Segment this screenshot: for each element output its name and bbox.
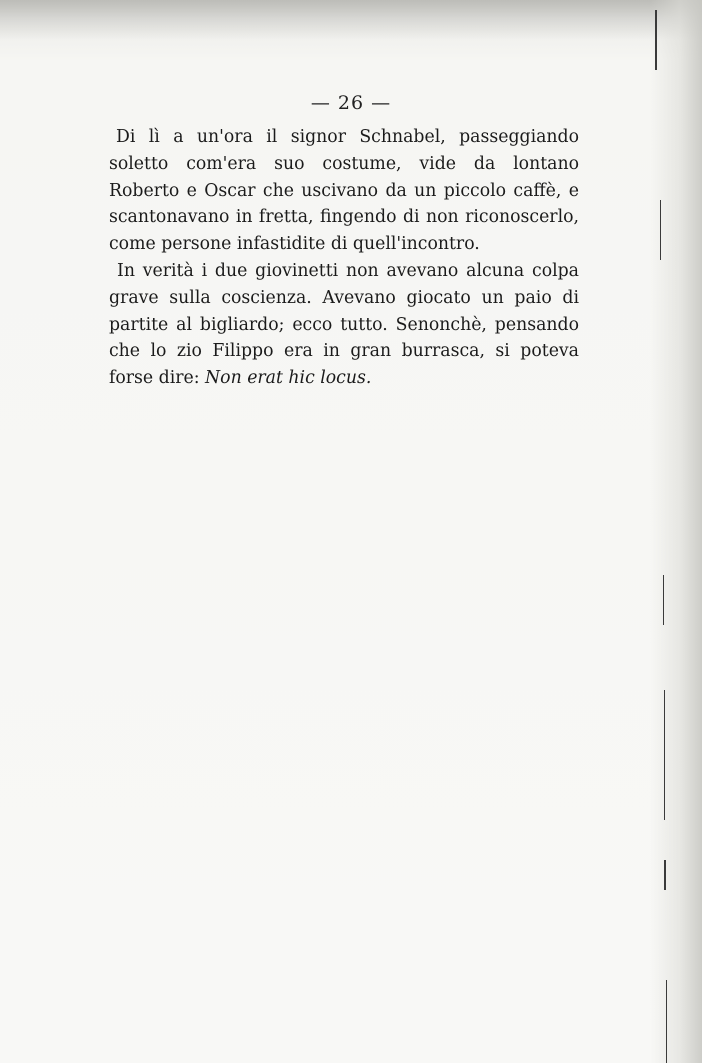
body-text — [109, 124, 579, 392]
scan-top-shadow — [0, 0, 702, 40]
paragraph-1: Di lì a un'ora il signor Schnabel, passeggiando soletto com'era suo costume, vide da lontano Roberto e Oscar che uscivano da un piccolo caffè, e scantonavano in fretta, fingendo di non riconoscerlo, come persone infastidite di quell'incontro. — [109, 127, 579, 255]
binding-edge-mark — [655, 10, 657, 70]
paragraph-2 — [109, 258, 579, 392]
paragraph-2-text: In verità i due giovinetti non avevano alcuna colpa grave sulla coscienza. Avevano giocato un paio di partite al bigliardo; ecco tutto. Senonchè, pensando che lo zio Filippo era in gran burrasca, si poteva forse dire: — [109, 260, 579, 389]
binding-edge-mark — [664, 690, 665, 820]
binding-edge-mark — [663, 575, 664, 625]
page-number: — 26 — — [310, 92, 392, 114]
binding-edge-mark — [660, 200, 661, 260]
binding-edge-mark — [664, 860, 666, 890]
latin-phrase: Non erat hic locus. — [205, 368, 372, 389]
binding-edge-mark — [666, 980, 667, 1063]
scan-right-edge — [650, 0, 702, 1063]
